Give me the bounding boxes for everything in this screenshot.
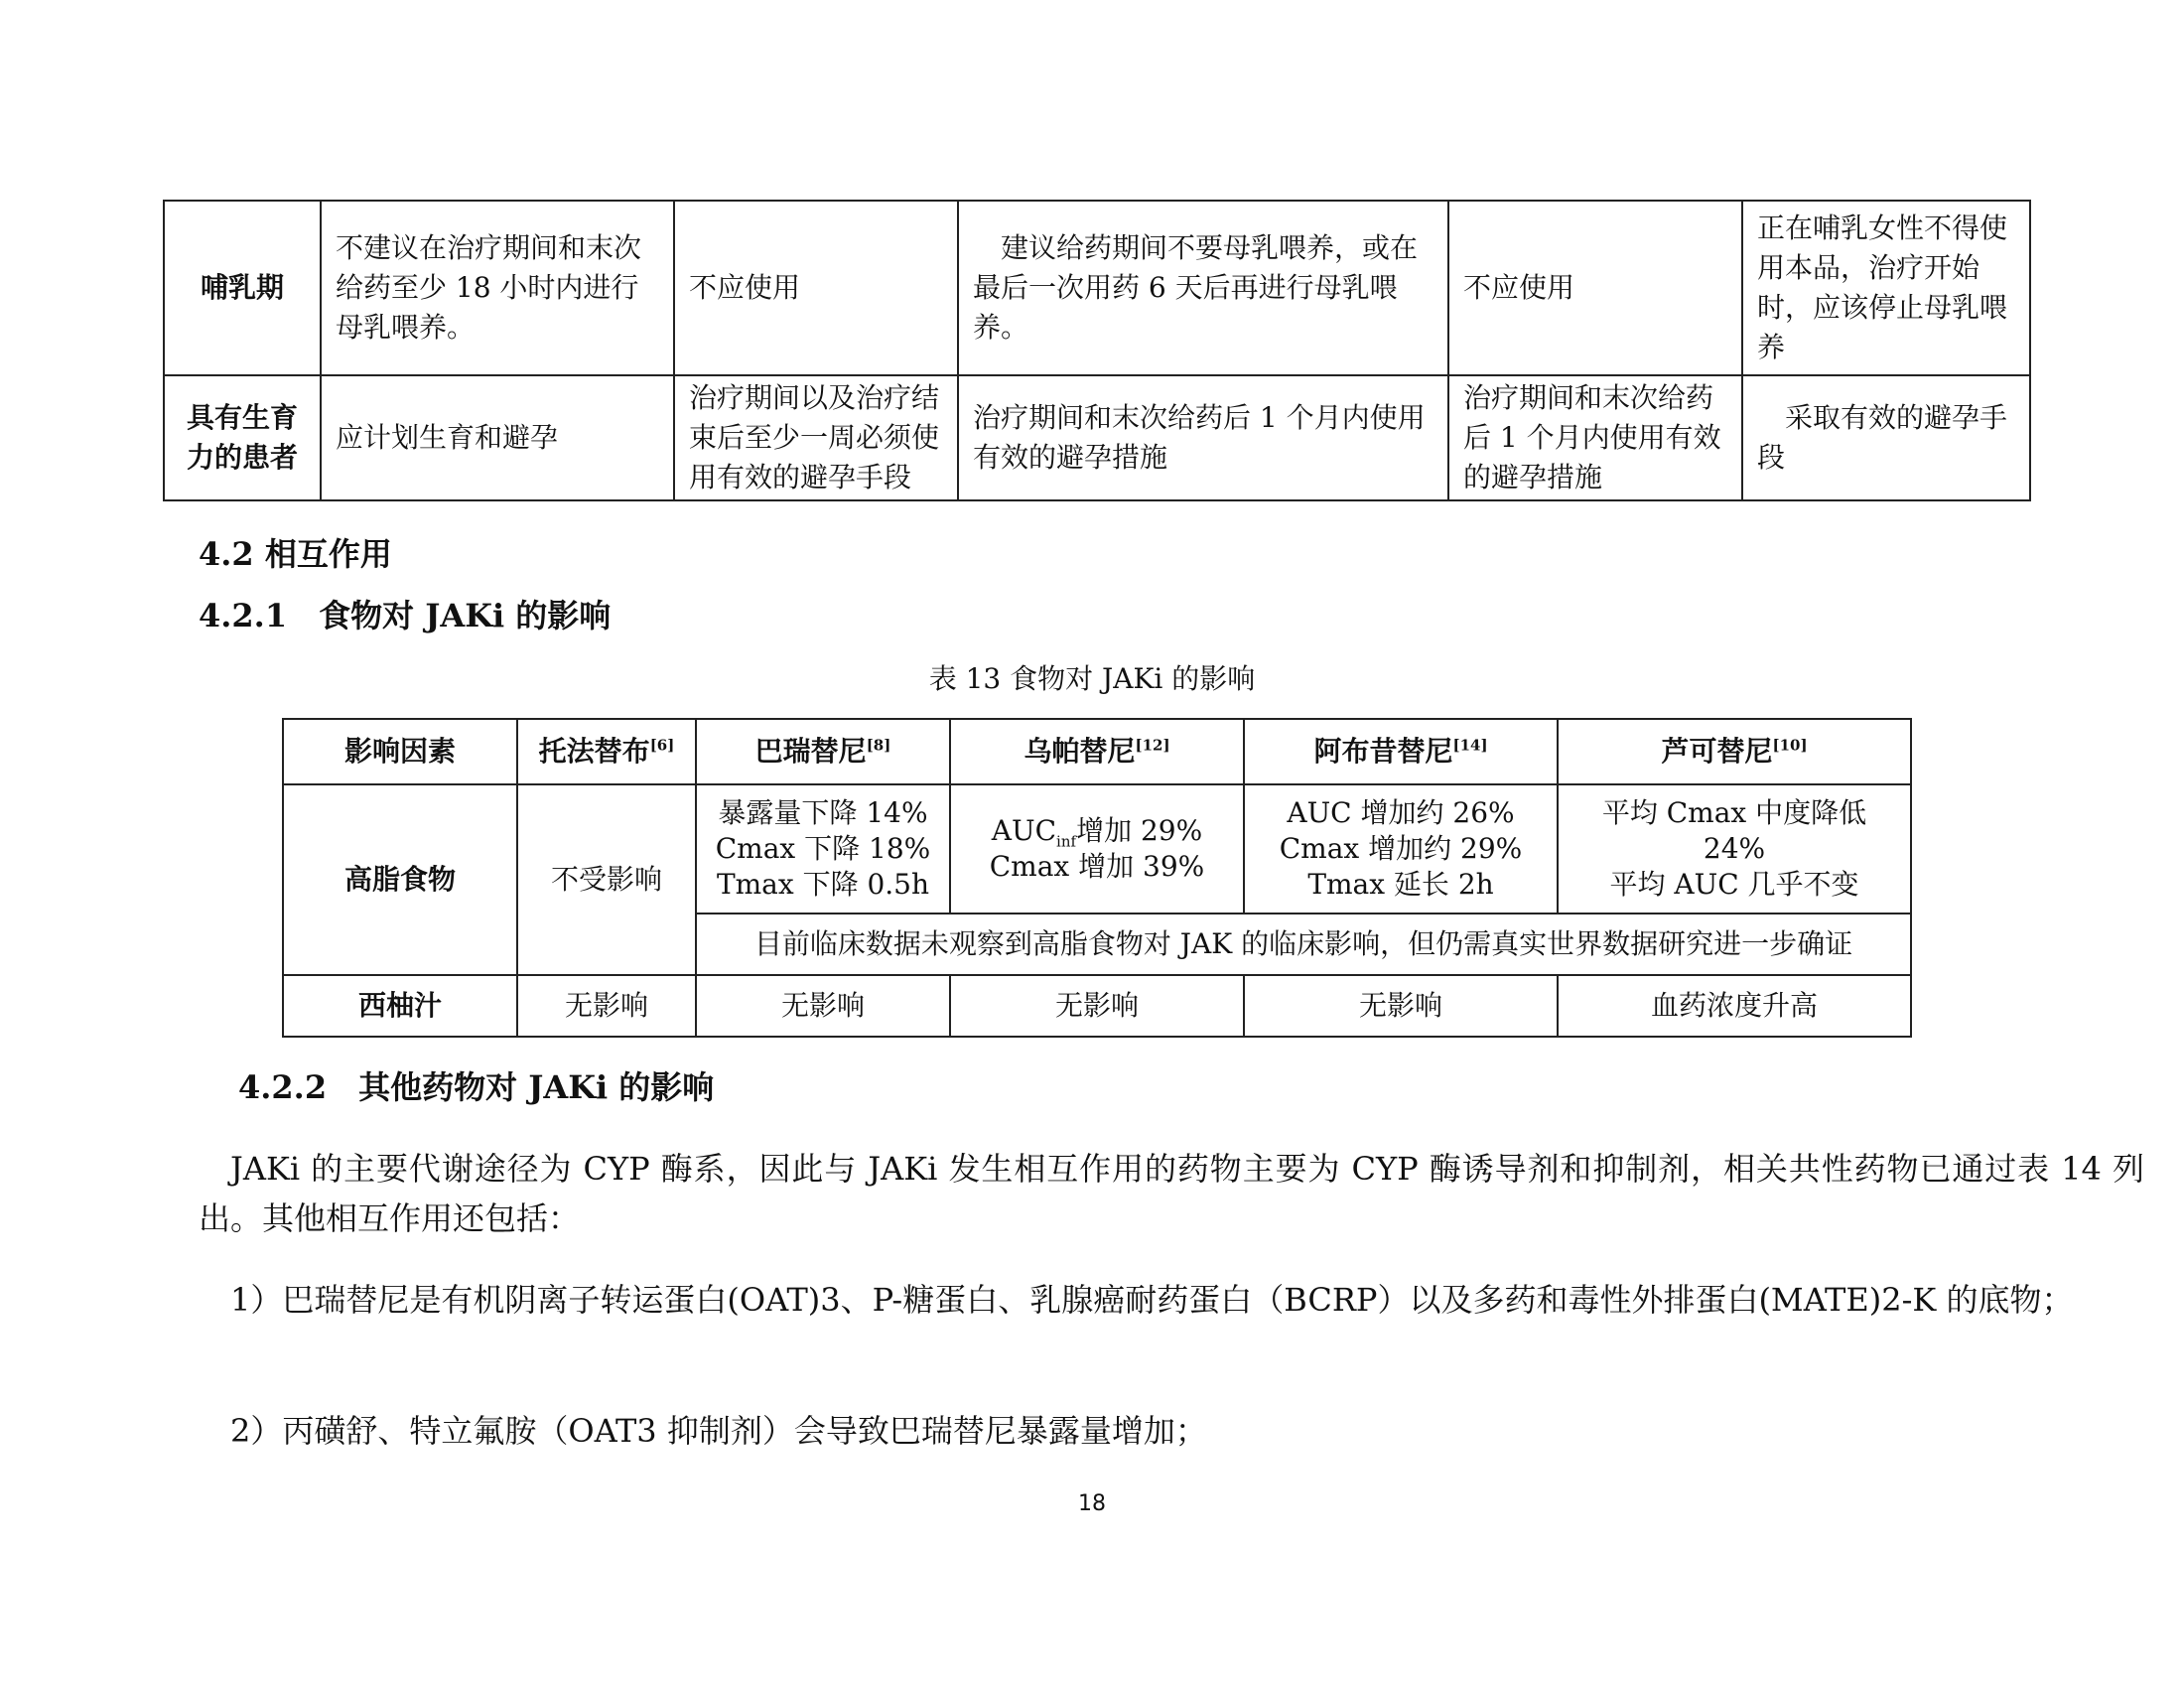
section-heading-4-2-2: 4.2.2 其他药物对 JAKi 的影响 — [238, 1068, 715, 1106]
row-label-high-fat: 高脂食物 — [283, 784, 517, 975]
table-note-cell: 目前临床数据未观察到高脂食物对 JAK 的临床影响，但仍需真实世界数据研究进一步确证 — [696, 914, 1911, 975]
body-paragraph: 1）巴瑞替尼是有机阴离子转运蛋白(OAT)3、P-糖蛋白、乳腺癌耐药蛋白（BCRP）以及多药和毒性外排蛋白(MATE)2-K 的底物； — [230, 1281, 2074, 1319]
body-paragraph: JAKi 的主要代谢途径为 CYP 酶系，因此与 JAKi 发生相互作用的药物主要为 CYP 酶诱导剂和抑制剂，相关共性药物已通过表 14 列出。其他相互作用还包括： — [199, 1150, 2144, 1237]
table-header-row — [283, 719, 1911, 784]
column-header: 芦可替尼[10] — [1558, 719, 1911, 784]
table-cell: 无影响 — [1244, 975, 1558, 1037]
row-label-fertility: 具有生育力的患者 — [164, 375, 321, 500]
row-label-grapefruit: 西柚汁 — [283, 975, 517, 1037]
section-heading-4-2-1: 4.2.1 食物对 JAKi 的影响 — [199, 597, 612, 634]
food-effect-table — [282, 718, 1912, 1038]
table-cell: 无影响 — [517, 975, 696, 1037]
table-cell: 暴露量下降 14% Cmax 下降 18% Tmax 下降 0.5h — [696, 784, 950, 914]
table-cell: 治疗期间以及治疗结束后至少一周必须使用有效的避孕手段 — [674, 375, 958, 500]
table-row — [164, 375, 2030, 500]
reference-marker: [12] — [1135, 736, 1170, 755]
table-cell: 治疗期间和末次给药后 1 个月内使用有效的避孕措施 — [958, 375, 1448, 500]
column-header: 阿布昔替尼[14] — [1244, 719, 1558, 784]
table-cell: 不受影响 — [517, 784, 696, 975]
table-cell: 不应使用 — [1448, 201, 1742, 375]
table-cell: 正在哺乳女性不得使用本品，治疗开始时，应该停止母乳喂养 — [1742, 201, 2030, 375]
table-row — [283, 784, 1911, 914]
table-cell: 采取有效的避孕手段 — [1742, 375, 2030, 500]
reference-marker: [8] — [866, 736, 891, 755]
table-row — [164, 201, 2030, 375]
table-cell: 平均 Cmax 中度降低 24% 平均 AUC 几乎不变 — [1558, 784, 1911, 914]
column-header: 影响因素 — [283, 719, 517, 784]
table-cell: 不建议在治疗期间和末次给药至少 18 小时内进行母乳喂养。 — [321, 201, 674, 375]
table-cell: 无影响 — [696, 975, 950, 1037]
column-header: 乌帕替尼[12] — [950, 719, 1244, 784]
table-cell: 无影响 — [950, 975, 1244, 1037]
section-heading-4-2: 4.2 相互作用 — [199, 535, 392, 573]
reference-marker: [6] — [649, 736, 675, 755]
reference-marker: [14] — [1452, 736, 1488, 755]
table-cell: 建议给药期间不要母乳喂养，或在最后一次用药 6 天后再进行母乳喂养。 — [958, 201, 1448, 375]
column-header: 托法替布[6] — [517, 719, 696, 784]
reference-marker: [10] — [1772, 736, 1808, 755]
pregnancy-lactation-table — [163, 200, 2031, 501]
table-cell: 治疗期间和末次给药后 1 个月内使用有效的避孕措施 — [1448, 375, 1742, 500]
body-paragraph: 2）丙磺舒、特立氟胺（OAT3 抑制剂）会导致巴瑞替尼暴露量增加； — [230, 1412, 1207, 1450]
column-header: 巴瑞替尼[8] — [696, 719, 950, 784]
table-caption: 表 13 食物对 JAKi 的影响 — [928, 662, 1256, 695]
page-number: 18 — [1078, 1491, 1106, 1516]
table-cell: 血药浓度升高 — [1558, 975, 1911, 1037]
table-cell: $AUC_{inf}$增加 29% Cmax 增加 39% — [950, 784, 1244, 914]
row-label-lactation: 哺乳期 — [164, 201, 321, 375]
table-cell: AUC 增加约 26% Cmax 增加约 29% Tmax 延长 2h — [1244, 784, 1558, 914]
table-row — [283, 975, 1911, 1037]
table-cell: 应计划生育和避孕 — [321, 375, 674, 500]
table-cell: 不应使用 — [674, 201, 958, 375]
